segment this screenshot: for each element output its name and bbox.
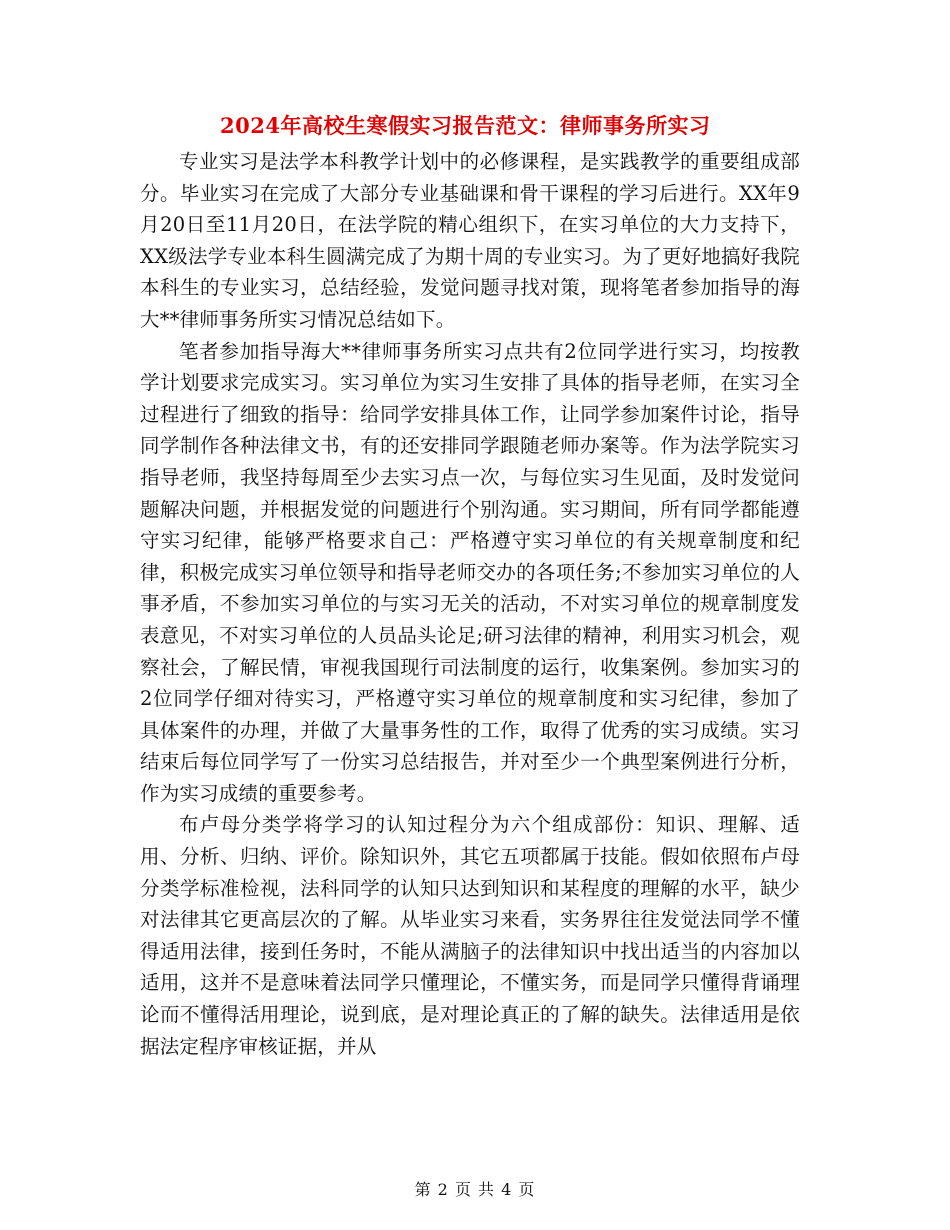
page-number-footer: 第 2 页 共 4 页 [414, 1180, 536, 1199]
document-body [140, 146, 800, 1062]
paragraph-3: 布卢母分类学将学习的认知过程分为六个组成部份：知识、理解、适用、分析、归纳、评价。除知识外，其它五项都属于技能。假如依照布卢母分类学标准检视，法科同学的认知只达到知识和某程度的理解的水平，缺少对法律其它更高层次的了解。从毕业实习来看，实务界往往发觉法同学不懂得适用法律，接到任务时，不能从满脑子的法律知识中找出适当的内容加以适用，这并不是意味着法同学只懂理论，不懂实务，而是同学只懂得背诵理论而不懂得活用理论，说到底，是对理论真正的了解的缺失。法律适用是依据法定程序审核证据，并从 [140, 813, 800, 1058]
paragraph-2: 笔者参加指导海大**律师事务所实习点共有2位同学进行实习，均按教学计划要求完成实习。实习单位为实习生安排了具体的指导老师，在实习全过程进行了细致的指导：给同学安排具体工作，让同学参加案件讨论，指导同学制作各种法律文书，有的还安排同学跟随老师办案等。作为法学院实习指导老师，我坚持每周至少去实习点一次，与每位实习生见面，及时发觉问题解决问题，并根据发觉的问题进行个别沟通。实习期间，所有同学都能遵守实习纪律，能够严格要求自己：严格遵守实习单位的有关规章制度和纪律，积极完成实习单位领导和指导老师交办的各项任务;不参加实习单位的人事矛盾，不参加实习单位的与实习无关的活动，不对实习单位的规章制度发表意见，不对实习单位的人员品头论足;研习法律的精神，利用实习机会，观察社会，了解民情，审视我国现行司法制度的运行，收集案例。参加实习的2位同学仔细对待实习，严格遵守实习单位的规章制度和实习纪律，参加了具体案件的办理，并做了大量事务性的工作，取得了优秀的实习成绩。实习结束后每位同学写了一份实习总结报告，并对至少一个典型案例进行分析，作为实习成绩的重要参考。 [140, 339, 800, 805]
document-title: 2024年高校生寒假实习报告范文：律师事务所实习 [220, 113, 711, 138]
paragraph-1: 专业实习是法学本科教学计划中的必修课程，是实践教学的重要组成部分。毕业实习在完成了大部分专业基础课和骨干课程的学习后进行。XX年9月20日至11月20日，在法学院的精心组织下，在实习单位的大力支持下，XX级法学专业本科生圆满完成了为期十周的专业实习。为了更好地搞好我院本科生的专业实习，总结经验，发觉问题寻找对策，现将笔者参加指导的海大**律师事务所实习情况总结如下。 [140, 150, 800, 331]
